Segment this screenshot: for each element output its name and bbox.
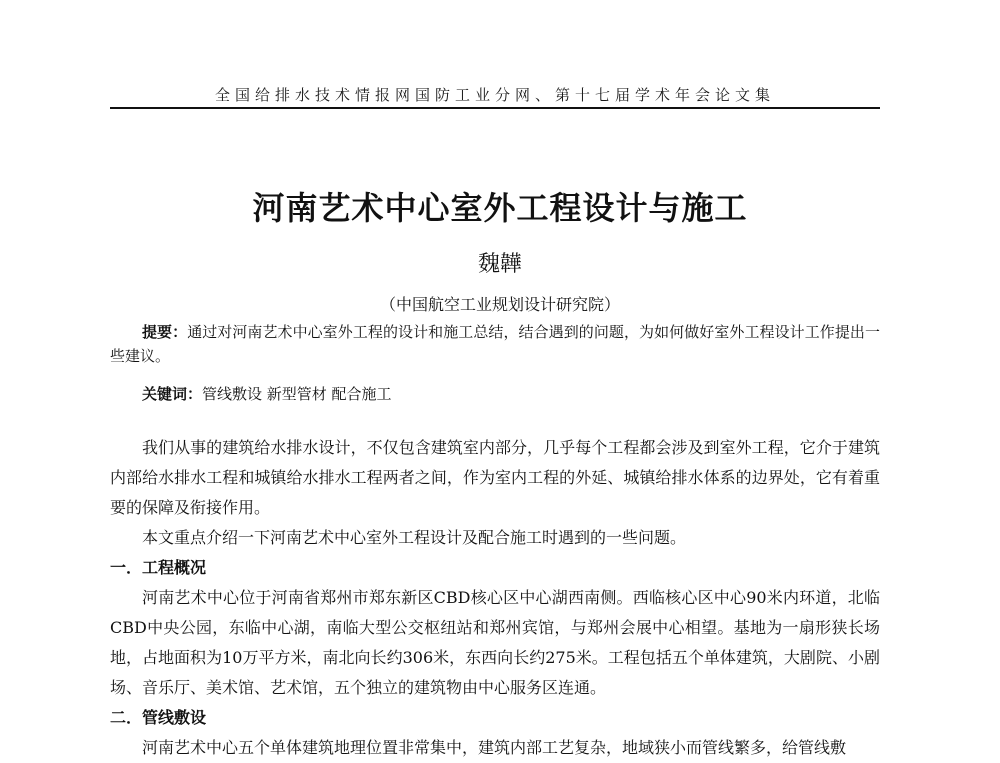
intro-paragraph-2: 本文重点介绍一下河南艺术中心室外工程设计及配合施工时遇到的一些问题。: [142, 528, 687, 547]
section-1-paragraph: 河南艺术中心位于河南省郑州市郑东新区CBD核心区中心湖西南侧。西临核心区中心90米内环道，北临CBD中央公园，东临中心湖，南临大型公交枢纽站和郑州宾馆，与郑州会展中心相望。基地为一扇形狭长场地，占地面积为10万平方米，南北向长约306米，东西向长约275米。工程包括五个单体建筑，大剧院、小剧场、音乐厅、美术馆、艺术馆，五个独立的建筑物由中心服务区连通。: [110, 588, 880, 697]
intro-paragraph-1: 我们从事的建筑给水排水设计，不仅包含建筑室内部分，几乎每个工程都会涉及到室外工程，它介于建筑内部给水排水工程和城镇给水排水工程两者之间，作为室内工程的外延、城镇给排水体系的边界处，它有着重要的保障及衔接作用。: [110, 438, 880, 517]
abstract-text: 通过对河南艺术中心室外工程的设计和施工总结，结合遇到的问题，为如何做好室外工程设计工作提出一些建议。: [110, 323, 880, 365]
keywords: [142, 382, 882, 406]
article-title: 河南艺术中心室外工程设计与施工: [252, 189, 748, 227]
section-2-heading: 二．管线敷设: [110, 708, 207, 727]
abstract-label: 提要：: [142, 323, 188, 341]
keywords-text: 管线敷设 新型管材 配合施工: [202, 385, 392, 403]
abstract: [110, 320, 880, 368]
author-affiliation: （中国航空工业规划设计研究院）: [379, 295, 620, 314]
section-2-paragraph: 河南艺术中心五个单体建筑地理位置非常集中，建筑内部工艺复杂，地域狭小而管线繁多，给管线敷: [142, 738, 847, 757]
running-header: 全国给排水技术情报网国防工业分网、第十七届学术年会论文集: [214, 86, 775, 104]
header-rule: [110, 107, 880, 109]
section-1-heading: 一．工程概况: [110, 558, 207, 577]
keywords-label: 关键词：: [142, 385, 203, 403]
article-author: 魏韡: [477, 252, 522, 277]
body-text: [110, 433, 880, 763]
